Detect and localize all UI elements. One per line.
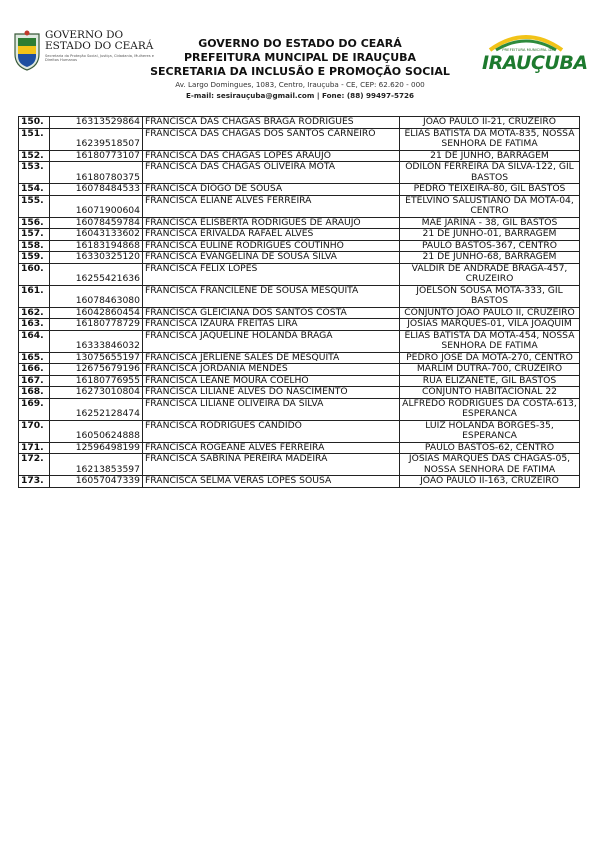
row-address: 21 DE JUNHO-68, BARRAGEM bbox=[400, 252, 580, 264]
row-number: 172. bbox=[19, 454, 50, 476]
row-code: 16042860454 bbox=[50, 307, 143, 319]
row-number: 155. bbox=[19, 195, 50, 217]
row-number: 163. bbox=[19, 319, 50, 331]
iraucuba-logo-name: IRAUÇUBA bbox=[482, 52, 588, 74]
state-logo-line1: GOVERNO DO bbox=[45, 29, 124, 41]
row-name: FRANCISCA LILIANE OLIVEIRA DA SILVA bbox=[143, 398, 400, 420]
table-row bbox=[19, 476, 580, 488]
row-name: FRANCISCA JORDANIA MENDES bbox=[143, 364, 400, 376]
row-number: 150. bbox=[19, 117, 50, 129]
row-code: 16078484533 bbox=[50, 184, 143, 196]
row-address: VALDIR DE ANDRADE BRAGA-457, CRUZEIRO bbox=[400, 263, 580, 285]
row-address: JOAO PAULO II-163, CRUZEIRO bbox=[400, 476, 580, 488]
state-logo-subtitle: Secretaria da Proteção Social, Justiça, Cidadania, Mulheres e Direitos Humanos bbox=[45, 54, 154, 63]
row-address: PEDRO JOSE DA MOTA-270, CENTRO bbox=[400, 352, 580, 364]
row-address: 21 DE JUNHO-01, BARRAGEM bbox=[400, 229, 580, 241]
row-address: JOSIAS MARQUES-01, VILA JOAQUIM bbox=[400, 319, 580, 331]
row-name: FRANCISCA JERLIENE SALES DE MESQUITA bbox=[143, 352, 400, 364]
row-number: 156. bbox=[19, 217, 50, 229]
table-row bbox=[19, 307, 580, 319]
row-name: FRANCISCA LILIANE ALVES DO NASCIMENTO bbox=[143, 387, 400, 399]
row-name: FRANCISCA RODRIGUES CANDIDO bbox=[143, 420, 400, 442]
row-name: FRANCISCA SELMA VERAS LOPES SOUSA bbox=[143, 476, 400, 488]
row-code: 16183194868 bbox=[50, 240, 143, 252]
row-address: MAE JARINA - 38, GIL BASTOS bbox=[400, 217, 580, 229]
row-code: 16078459784 bbox=[50, 217, 143, 229]
row-number: 165. bbox=[19, 352, 50, 364]
row-number: 154. bbox=[19, 184, 50, 196]
table-row bbox=[19, 442, 580, 454]
table-row bbox=[19, 319, 580, 331]
table-row bbox=[19, 352, 580, 364]
row-code: 13075655197 bbox=[50, 352, 143, 364]
table-row bbox=[19, 364, 580, 376]
row-number: 166. bbox=[19, 364, 50, 376]
row-name: FRANCISCA EULINE RODRIGUES COUTINHO bbox=[143, 240, 400, 252]
row-number: 152. bbox=[19, 150, 50, 162]
row-code: 16213853597 bbox=[50, 454, 143, 476]
row-name: FRANCISCA IZAURA FREITAS LIRA bbox=[143, 319, 400, 331]
row-address: ETELVINO SALUSTIANO DA MOTA-04, CENTRO bbox=[400, 195, 580, 217]
header-address: Av. Largo Domingues, 1083, Centro, Irauçuba - CE, CEP: 62.620 - 000 bbox=[175, 80, 425, 89]
row-code: 16313529864 bbox=[50, 117, 143, 129]
row-address: JOSIAS MARQUES DAS CHAGAS-05, NOSSA SENHORA DE FATIMA bbox=[400, 454, 580, 476]
row-number: 168. bbox=[19, 387, 50, 399]
row-number: 161. bbox=[19, 285, 50, 307]
table-row bbox=[19, 398, 580, 420]
row-address: LUIZ HOLANDA BORGES-35, ESPERANCA bbox=[400, 420, 580, 442]
row-name: FRANCISCA GLEICIANA DOS SANTOS COSTA bbox=[143, 307, 400, 319]
row-number: 160. bbox=[19, 263, 50, 285]
row-code: 16255421636 bbox=[50, 263, 143, 285]
row-name: FRANCISCA DAS CHAGAS OLIVEIRA MOTA bbox=[143, 162, 400, 184]
row-name: FRANCISCA DIOGO DE SOUSA bbox=[143, 184, 400, 196]
row-code: 12596498199 bbox=[50, 442, 143, 454]
row-name: FRANCISCA ELISBERTA RODRIGUES DE ARAUJO bbox=[143, 217, 400, 229]
row-name: FRANCISCA LEANE MOURA COELHO bbox=[143, 375, 400, 387]
row-number: 151. bbox=[19, 128, 50, 150]
row-name: FRANCISCA ROGEANE ALVES FERREIRA bbox=[143, 442, 400, 454]
table-row bbox=[19, 420, 580, 442]
row-code: 16050624888 bbox=[50, 420, 143, 442]
row-address: PAULO BASTOS-62, CENTRO bbox=[400, 442, 580, 454]
row-address: JOELSON SOUSA MOTA-333, GIL BASTOS bbox=[400, 285, 580, 307]
table-row bbox=[19, 285, 580, 307]
row-code: 16180778729 bbox=[50, 319, 143, 331]
row-address: MARLIM DUTRA-700, CRUZEIRO bbox=[400, 364, 580, 376]
row-code: 16078463080 bbox=[50, 285, 143, 307]
row-code: 16333846032 bbox=[50, 330, 143, 352]
row-address: ALFREDO RODRIGUES DA COSTA-613, ESPERANCA bbox=[400, 398, 580, 420]
table-row bbox=[19, 375, 580, 387]
row-address: ODILON FERREIRA DA SILVA-122, GIL BASTOS bbox=[400, 162, 580, 184]
row-number: 173. bbox=[19, 476, 50, 488]
table-row bbox=[19, 263, 580, 285]
row-address: 21 DE JUNHO, BARRAGEM bbox=[400, 150, 580, 162]
row-code: 16273010804 bbox=[50, 387, 143, 399]
row-address: JOAO PAULO II-21, CRUZEIRO bbox=[400, 117, 580, 129]
row-code: 16071900604 bbox=[50, 195, 143, 217]
table-row bbox=[19, 217, 580, 229]
row-code: 16252128474 bbox=[50, 398, 143, 420]
row-name: FRANCISCA ELIANE ALVES FERREIRA bbox=[143, 195, 400, 217]
table-row bbox=[19, 117, 580, 129]
beneficiary-table bbox=[18, 116, 580, 488]
row-name: FRANCISCA JAQUELINE HOLANDA BRAGA bbox=[143, 330, 400, 352]
row-address: ELIAS BATISTA DA MOTA-835, NOSSA SENHORA DE FATIMA bbox=[400, 128, 580, 150]
table-row bbox=[19, 128, 580, 150]
table-row bbox=[19, 454, 580, 476]
row-number: 171. bbox=[19, 442, 50, 454]
state-logo-line2: ESTADO DO CEARÁ bbox=[45, 40, 154, 52]
iraucuba-logo-subtitle: PREFEITURA MUNICIPAL DE bbox=[502, 47, 554, 52]
row-code: 16180780375 bbox=[50, 162, 143, 184]
table-row bbox=[19, 252, 580, 264]
row-number: 164. bbox=[19, 330, 50, 352]
row-number: 169. bbox=[19, 398, 50, 420]
table-row bbox=[19, 240, 580, 252]
table-row bbox=[19, 330, 580, 352]
row-name: FRANCISCA EVANGELINA DE SOUSA SILVA bbox=[143, 252, 400, 264]
state-logo-text bbox=[45, 30, 155, 62]
row-name: FRANCISCA SABRINA PEREIRA MADEIRA bbox=[143, 454, 400, 476]
row-code: 16180773107 bbox=[50, 150, 143, 162]
page-header bbox=[0, 0, 600, 112]
row-code: 16043133602 bbox=[50, 229, 143, 241]
row-code: 16057047339 bbox=[50, 476, 143, 488]
header-title-secretariat: SECRETARIA DA INCLUSÃO E PROMOÇÃO SOCIAL bbox=[150, 65, 450, 78]
header-title-municipality: PREFEITURA MUNCIPAL DE IRAUÇUBA bbox=[183, 51, 417, 64]
row-address: RUA ELIZANETE, GIL BASTOS bbox=[400, 375, 580, 387]
table-row bbox=[19, 387, 580, 399]
header-title-state: GOVERNO DO ESTADO DO CEARÁ bbox=[198, 37, 402, 50]
table-row bbox=[19, 184, 580, 196]
row-code: 16330325120 bbox=[50, 252, 143, 264]
row-address: PAULO BASTOS-367, CENTRO bbox=[400, 240, 580, 252]
row-name: FRANCISCA DAS CHAGAS DOS SANTOS CARNEIRO bbox=[143, 128, 400, 150]
row-code: 16180776955 bbox=[50, 375, 143, 387]
row-address: CONJUNTO JOAO PAULO II, CRUZEIRO bbox=[400, 307, 580, 319]
ceara-coat-of-arms-icon bbox=[12, 30, 42, 72]
row-name: FRANCISCA DAS CHAGAS BRAGA RODRIGUES bbox=[143, 117, 400, 129]
row-number: 162. bbox=[19, 307, 50, 319]
row-address: ELIAS BATISTA DA MOTA-454, NOSSA SENHORA DE FATIMA bbox=[400, 330, 580, 352]
row-name: FRANCISCA FELIX LOPES bbox=[143, 263, 400, 285]
row-address: PEDRO TEIXEIRA-80, GIL BASTOS bbox=[400, 184, 580, 196]
row-number: 170. bbox=[19, 420, 50, 442]
row-number: 153. bbox=[19, 162, 50, 184]
table-row bbox=[19, 229, 580, 241]
row-number: 159. bbox=[19, 252, 50, 264]
table-row bbox=[19, 162, 580, 184]
row-number: 167. bbox=[19, 375, 50, 387]
row-name: FRANCISCA DAS CHAGAS LOPES ARAUJO bbox=[143, 150, 400, 162]
iraucuba-logo bbox=[482, 30, 588, 76]
row-number: 158. bbox=[19, 240, 50, 252]
header-contact: E-mail: sesirauçuba@gmail.com | Fone: (88) 99497-5726 bbox=[186, 91, 414, 100]
row-address: CONJUNTO HABITACIONAL 22 bbox=[400, 387, 580, 399]
row-name: FRANCISCA ERIVALDA RAFAEL ALVES bbox=[143, 229, 400, 241]
table-row bbox=[19, 195, 580, 217]
row-code: 12675679196 bbox=[50, 364, 143, 376]
table-row bbox=[19, 150, 580, 162]
row-code: 16239518507 bbox=[50, 128, 143, 150]
row-name: FRANCISCA FRANCILENE DE SOUSA MESQUITA bbox=[143, 285, 400, 307]
row-number: 157. bbox=[19, 229, 50, 241]
